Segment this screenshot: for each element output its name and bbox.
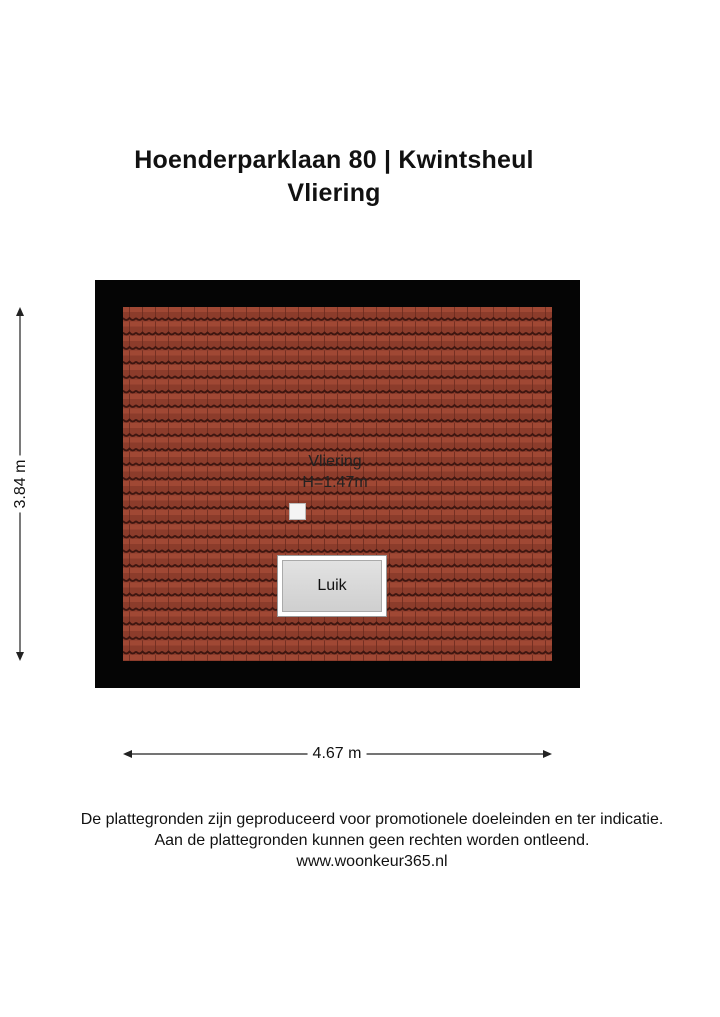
- disclaimer: [0, 809, 720, 872]
- disclaimer-line-1: De plattegronden zijn geproduceerd voor promotionele doeleinden en ter indicatie.: [80, 811, 664, 828]
- floor-title: Vliering: [287, 179, 381, 207]
- depth-label: 3.84 m: [12, 456, 30, 513]
- room-name: Vliering: [308, 453, 362, 470]
- hatch-label: Luik: [317, 577, 347, 594]
- width-label: 4.67 m: [308, 745, 367, 763]
- disclaimer-line-2: Aan de plattegronden kunnen geen rechten worden ontleend.: [154, 832, 590, 849]
- website-text: www.woonkeur365.nl: [296, 853, 448, 870]
- page-title: Hoenderparklaan 80 | Kwintsheul: [134, 146, 534, 174]
- room-height: H=1.47m: [302, 474, 368, 491]
